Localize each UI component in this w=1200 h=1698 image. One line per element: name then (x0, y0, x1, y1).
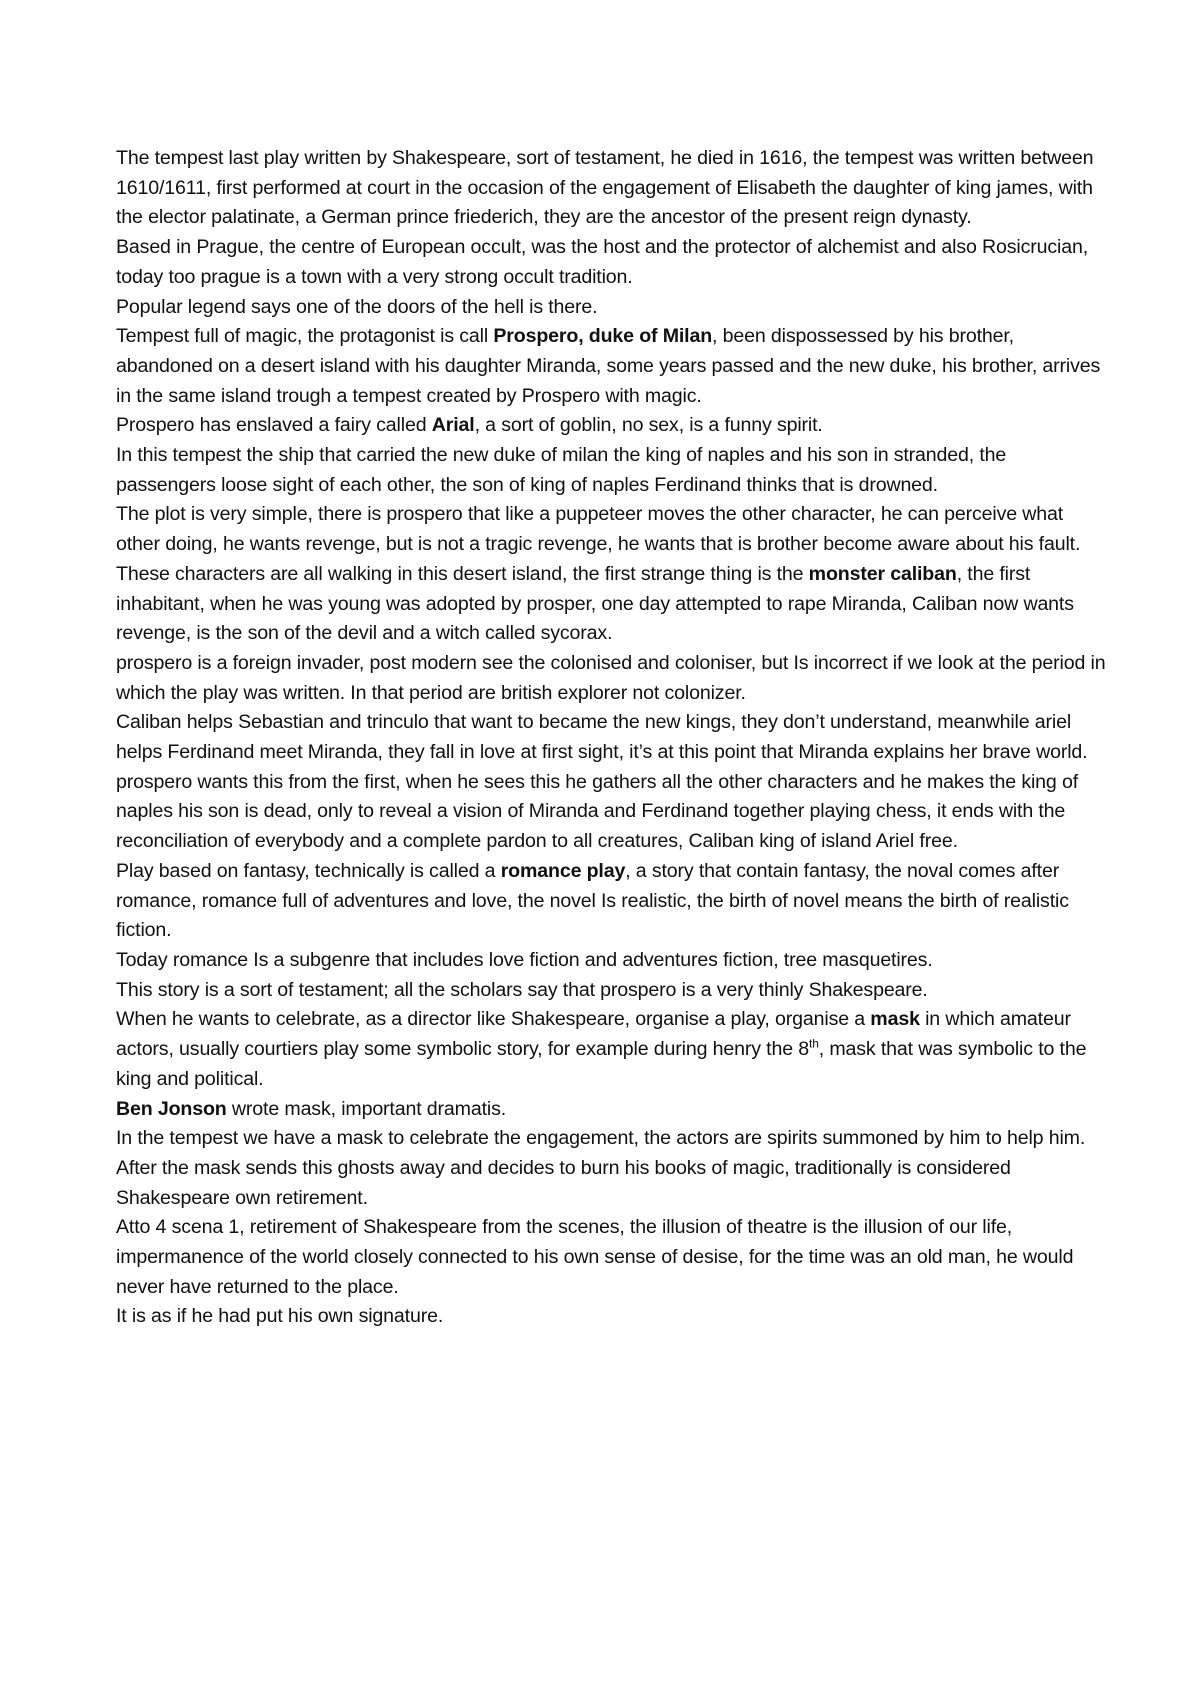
paragraph (116, 1213, 1106, 1302)
text-run: These characters are all walking in this desert island, the first strange thing is the (116, 562, 809, 585)
bold-text: mask (870, 1008, 920, 1031)
text-run: Prospero has enslaved a fairy called (116, 414, 432, 437)
text-run: Popular legend says one of the doors of the hell is there. (116, 295, 598, 318)
bold-text: Arial (431, 414, 475, 437)
text-run: Based in Prague, the centre of European occult, was the host and the protector of alchemist and also Rosicrucian, today too prague is a town with a very strong occult tradition. (116, 236, 1089, 288)
superscript-text: th (809, 1036, 819, 1051)
text-run: Play based on fantasy, technically is called a (116, 859, 501, 882)
text-run: After the mask sends this ghosts away and decides to burn his books of magic, traditionally is considered Shakespeare own retirement. (116, 1156, 1011, 1209)
paragraph (116, 293, 1106, 323)
paragraph (116, 411, 1106, 441)
text-run: The plot is very simple, there is prospero that like a puppeteer moves the other character, he can perceive what other doing, he wants revenge, but is not a tragic revenge, he wants that is brother become aware about his fault. (116, 503, 1081, 556)
paragraph (116, 500, 1106, 559)
text-run: wrote mask, important dramatis. (226, 1097, 507, 1120)
paragraph (116, 708, 1106, 767)
paragraph (116, 1095, 1106, 1125)
text-run: prospero is a foreign invader, post modern see the colonised and coloniser, but Is incorrect if we look at the period in which the play was written. In that period are british explorer not colonizer. (116, 651, 1106, 704)
paragraph (116, 1124, 1106, 1154)
text-run: , the first inhabitant, when he was young was adopted by prosper, one day attempted to rape Miranda, Caliban now wants revenge, is the son of the devil and a witch called sycorax. (116, 562, 1074, 645)
text-run: In this tempest the ship that carried the new duke of milan the king of naples and his son in stranded, the passengers loose sight of each other, the son of king of naples Ferdinand thinks that is drowned. (116, 444, 1007, 496)
bold-text: Prospero, duke of Milan (493, 325, 713, 348)
text-run: , been dispossessed by his brother, abandoned on a desert island with his daughter Miranda, some years passed and the new duke, his brother, arrives in the same island trough a tempest created by Prospero with magic. (116, 325, 1101, 407)
text-run: Today romance Is a subgenre that includes love fiction and adventures fiction, tree masquetires. (116, 948, 933, 971)
paragraph (116, 322, 1106, 411)
bold-text: monster caliban (808, 562, 957, 585)
paragraph (116, 857, 1106, 946)
bold-text: romance play (500, 859, 626, 882)
paragraph (116, 946, 1106, 976)
text-run: Tempest full of magic, the protagonist is call (116, 325, 494, 348)
paragraph (116, 233, 1106, 292)
paragraph (116, 441, 1106, 500)
text-run: In the tempest we have a mask to celebrate the engagement, the actors are spirits summoned by him to help him. (116, 1127, 1086, 1150)
text-run: When he wants to celebrate, as a director like Shakespeare, organise a play, organise a (116, 1008, 871, 1031)
paragraph (116, 768, 1106, 857)
text-run: Caliban helps Sebastian and trinculo that want to became the new kings, they don’t understand, meanwhile ariel helps Ferdinand meet Miranda, they fall in love at first sight, it’s at this point that Miranda explains her brave world. (116, 711, 1088, 764)
text-run: , a sort of goblin, no sex, is a funny spirit. (474, 414, 823, 437)
paragraph (116, 144, 1106, 233)
paragraph (116, 976, 1106, 1006)
paragraph (116, 1005, 1106, 1094)
text-run: The tempest last play written by Shakespeare, sort of testament, he died in 1616, the tempest was written between 1610/1611, first performed at court in the occasion of the engagement of Elisabeth the daughter of king james, with the elector palatinate, a German prince friederich, they are the ancestor of the present reign dynasty. (116, 147, 1094, 229)
text-run: prospero wants this from the first, when he sees this he gathers all the other characters and he makes the king of naples his son is dead, only to reveal a vision of Miranda and Ferdinand together playing chess, it ends with the reconciliation of everybody and a complete pardon to all creatures, Caliban king of island Ariel free. (116, 770, 1079, 853)
text-run: , mask that was symbolic to the king and political. (116, 1038, 1087, 1090)
text-run: , a story that contain fantasy, the noval comes after romance, romance full of adventures and love, the novel Is realistic, the birth of novel means the birth of realistic fiction. (116, 859, 1069, 942)
text-run: Atto 4 scena 1, retirement of Shakespeare from the scenes, the illusion of theatre is the illusion of our life, impermanence of the world closely connected to his own sense of desise, for the time was an old man, he would never have returned to the place. (116, 1216, 1074, 1298)
paragraph (116, 649, 1106, 708)
bold-text: Ben Jonson (116, 1097, 227, 1120)
text-run: in which amateur actors, usually courtiers play some symbolic story, for example during henry the 8 (116, 1008, 1071, 1061)
paragraph (116, 1302, 1106, 1332)
text-run: It is as if he had put his own signature. (116, 1305, 444, 1328)
document-body (116, 144, 1106, 1332)
paragraph (116, 560, 1106, 649)
text-run: This story is a sort of testament; all the scholars say that prospero is a very thinly Shakespeare. (116, 978, 928, 1001)
paragraph (116, 1154, 1106, 1213)
